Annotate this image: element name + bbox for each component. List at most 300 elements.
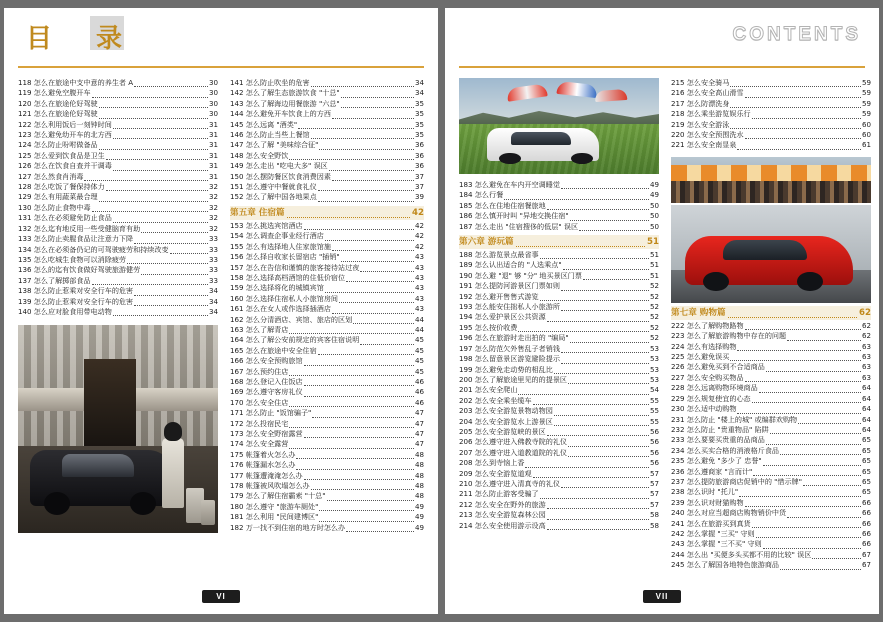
toc-entry-page: 56 [649,458,659,468]
toc-entry[interactable] [671,508,871,518]
toc-entry-page: 36 [414,161,424,171]
toc-list-left-1 [18,78,218,317]
toc-entry-page: 36 [414,140,424,150]
toc-entry[interactable] [459,312,659,322]
leader-dots [332,243,414,251]
leader-dots [311,79,414,87]
toc-entry[interactable] [230,120,424,130]
toc-entry[interactable] [459,271,659,281]
toc-entry[interactable] [671,342,871,352]
toc-entry[interactable] [459,406,659,416]
toc-entry-page: 53 [649,364,659,374]
leader-dots [134,298,208,306]
toc-entry-title: 129 怎么有用蔬菜最合理 [18,192,98,202]
toc-entry[interactable] [230,491,424,501]
toc-entry[interactable] [18,192,218,202]
toc-entry[interactable] [671,477,871,487]
toc-entry[interactable] [230,140,424,150]
leader-dots [752,520,861,528]
toc-entry[interactable] [671,425,871,435]
toc-entry[interactable] [230,78,424,88]
leader-dots [332,111,414,119]
toc-entry-page: 47 [414,418,424,428]
leader-dots [304,358,414,366]
toc-entry[interactable] [459,448,659,458]
toc-entry-title: 193 怎么能安住拙私人小旅游所 [459,302,560,312]
toc-entry-page: 64 [861,424,871,434]
toc-entry-title: 162 怎么分清酒店、宾馆、旅店的区划 [230,314,353,324]
toc-entry-page: 48 [414,449,424,459]
toc-entry[interactable] [230,377,424,387]
toc-entry-title: 163 怎么了解青店 [230,324,289,334]
toc-entry-page: 52 [649,333,659,343]
toc-entry[interactable] [230,221,424,231]
toc-entry[interactable] [671,519,871,529]
toc-entry-title: 155 怎么有选择地人住家旅馆施 [230,241,331,251]
toc-entry[interactable] [18,172,218,182]
toc-entry[interactable] [459,260,659,270]
toc-entry-page: 63 [861,341,871,351]
left-page-footer [4,586,438,604]
toc-entry[interactable] [230,315,424,325]
toc-entry-page: 59 [861,88,871,98]
toc-entry-page: 42 [414,220,424,230]
toc-entry[interactable] [459,323,659,333]
toc-entry-title: 182 万一找不到住宿的地方时怎么办 [230,522,346,532]
leader-dots [106,183,208,191]
leader-dots [304,472,414,480]
leader-dots [554,408,649,416]
toc-entry[interactable] [459,458,659,468]
leader-dots [561,480,649,488]
toc-entry[interactable] [671,456,871,466]
toc-entry-title: 133 怎么防止卖腥食品让注意力下降 [18,234,134,244]
toc-entry[interactable] [230,325,424,335]
toc-entry[interactable] [671,120,871,130]
toc-entry[interactable] [230,161,424,171]
toc-entry-page: 63 [861,362,871,372]
toc-entry-title: 188 怎么游览景点最省事 [459,250,539,260]
toc-entry-page: 47 [414,439,424,449]
toc-entry[interactable] [459,437,659,447]
toc-entry[interactable] [671,352,871,362]
toc-entry-title: 158 怎么选择高档酒馆的住低价宿位 [230,272,346,282]
toc-entry-title: 120 怎么在旅途伦好驾驶 [18,98,98,108]
toc-entry-page: 46 [414,387,424,397]
leader-dots [533,397,649,405]
toc-entry[interactable] [230,304,424,314]
leader-dots [346,274,414,282]
toc-entry[interactable] [671,109,871,119]
toc-entry-page: 45 [414,366,424,376]
leader-dots [516,238,645,247]
toc-entry[interactable] [459,500,659,510]
toc-entry[interactable] [230,471,424,481]
toc-entry[interactable] [230,231,424,241]
leader-dots [766,437,861,445]
toc-entry-page: 31 [208,119,218,129]
toc-entry[interactable] [18,234,218,244]
leader-dots [770,426,861,434]
toc-entry[interactable] [230,398,424,408]
toc-entry[interactable] [459,222,659,232]
toc-entry-title: 118 怎么在旅途中支中意的养生者 A [18,78,134,87]
toc-entry[interactable] [230,502,424,512]
toc-entry-title: 147 怎么了解 "美味综合征" [230,140,319,150]
toc-entry[interactable] [230,273,424,283]
toc-entry-page: 64 [861,404,871,414]
toc-entry[interactable] [671,550,871,560]
leader-dots [134,288,208,296]
toc-entry-page: 67 [861,549,871,559]
toc-entry[interactable] [671,88,871,98]
page-number-right: VII [643,590,681,603]
toc-entry-title: 161 怎么在女人或作选择插酒店 [230,304,331,314]
toc-entry[interactable] [671,487,871,497]
leader-dots [547,202,649,210]
toc-entry[interactable] [459,281,659,291]
toc-entry-page: 46 [414,397,424,407]
toc-entry[interactable] [230,192,424,202]
toc-entry[interactable] [671,362,871,372]
toc-entry-page: 50 [649,221,659,231]
toc-entry[interactable] [230,387,424,397]
toc-entry-title: 184 怎么行餐 [459,190,504,200]
toc-entry[interactable] [671,130,871,140]
toc-entry-title: 210 怎么遵守进入清真寺的礼仪 [459,478,560,488]
right-page [445,8,879,614]
toc-entry[interactable] [18,203,218,213]
toc-entry-page: 31 [208,150,218,160]
toc-entry-title: 135 怎么吃城生食物可以消除疲劳 [18,254,127,264]
leader-dots [341,100,414,108]
toc-entry-page: 50 [649,211,659,221]
toc-entry[interactable] [459,354,659,364]
leader-dots [547,501,649,509]
toc-entry-title: 237 怎么提防旅游商店促销中的 "惜示牌" [671,476,802,486]
toc-entry[interactable] [671,373,871,383]
left-column-2 [230,78,424,533]
toc-entry-page: 45 [414,345,424,355]
leader-dots [787,333,861,341]
toc-entry-page: 52 [649,302,659,312]
leader-dots [583,272,649,280]
toc-entry-page: 62 [861,320,871,330]
chapter-heading-5 [230,206,424,220]
leader-dots [787,510,861,518]
leader-dots [106,152,208,160]
toc-entry[interactable] [18,151,218,161]
leader-dots [318,183,414,191]
toc-entry-title: 219 怎么安全游泳 [671,119,730,129]
toc-entry[interactable] [459,510,659,520]
toc-entry[interactable] [18,265,218,275]
toc-entry[interactable] [230,512,424,522]
toc-entry-page: 30 [208,78,218,87]
toc-entry[interactable] [230,335,424,345]
toc-entry-title: 207 怎么遵守进入道教道院的礼仪 [459,447,568,457]
leader-dots [84,173,208,181]
leader-dots [728,309,857,318]
leader-dots [803,478,861,486]
toc-entry[interactable] [671,498,871,508]
toc-entry-title: 222 怎么了解购物路物 [671,320,744,330]
toc-entry[interactable] [18,99,218,109]
toc-entry-page: 30 [208,98,218,108]
toc-entry[interactable] [230,523,424,533]
toc-entry[interactable] [18,182,218,192]
toc-entry[interactable] [230,356,424,366]
toc-entry-page: 57 [649,499,659,509]
toc-entry[interactable] [459,469,659,479]
leader-dots [554,418,649,426]
toc-entry[interactable] [18,297,218,307]
leader-dots [540,491,649,499]
leader-dots [540,293,649,301]
toc-entry[interactable] [230,450,424,460]
toc-entry[interactable] [459,365,659,375]
toc-entry[interactable] [459,396,659,406]
toc-entry[interactable] [230,429,424,439]
leader-dots [304,389,414,397]
toc-entry[interactable] [671,404,871,414]
toc-entry[interactable] [230,419,424,429]
toc-entry-title: 127 怎么然食肖消毒 [18,171,84,181]
toc-entry-page: 64 [861,393,871,403]
toc-entry[interactable] [18,130,218,140]
toc-entry-page: 32 [208,223,218,233]
toc-entry-page: 43 [414,272,424,282]
leader-dots [113,131,208,139]
toc-entry-title: 225 怎么避免误买 [671,352,730,362]
leader-dots [304,222,414,230]
toc-entry[interactable] [230,439,424,449]
toc-entry-title: 243 怎么掌握 "三不买" 守则 [671,539,762,549]
toc-entry-page: 30 [208,109,218,119]
toc-entry[interactable] [459,333,659,343]
leader-dots [780,562,861,570]
toc-entry[interactable] [459,521,659,531]
leader-dots [296,462,414,470]
toc-entry[interactable] [18,307,218,317]
toc-entry[interactable] [459,292,659,302]
leader-dots [92,90,208,98]
street-market-photo [671,157,871,203]
toc-entry[interactable] [230,252,424,262]
leader-dots [561,345,649,353]
toc-entry[interactable] [671,99,871,109]
toc-entry[interactable] [230,130,424,140]
toc-entry[interactable] [671,529,871,539]
toc-entry-title: 235 怎么避免 "多少了 忠誉" [671,456,762,466]
toc-entry-page: 66 [861,497,871,507]
toc-entry-page: 34 [208,306,218,316]
toc-entry[interactable] [459,250,659,260]
toc-entry[interactable] [671,467,871,477]
toc-entry[interactable] [459,489,659,499]
toc-entry[interactable] [18,161,218,171]
leader-dots [561,283,649,291]
toc-entry[interactable] [18,78,218,88]
toc-entry[interactable] [671,539,871,549]
toc-entry[interactable] [18,286,218,296]
toc-entry[interactable] [459,190,659,200]
toc-entry-title: 217 怎么防漂洗身 [671,98,730,108]
toc-entry-page: 31 [208,161,218,171]
leader-dots [766,364,861,372]
leader-dots [752,395,861,403]
leader-dots [540,251,649,259]
right-page-footer [445,586,879,604]
toc-entry-page: 66 [861,518,871,528]
toc-entry[interactable] [230,367,424,377]
toc-entry-page: 35 [414,119,424,129]
toc-entry[interactable] [459,344,659,354]
toc-entry-title: 221 怎么安全南显泉 [671,140,737,150]
toc-entry[interactable] [18,245,218,255]
toc-entry[interactable] [230,408,424,418]
toc-entry-page: 57 [649,489,659,499]
toc-entry[interactable] [18,88,218,98]
leader-dots [289,399,414,407]
leader-dots [99,100,208,108]
toc-entry[interactable] [671,331,871,341]
toc-entry-page: 34 [414,88,424,98]
toc-entry-page: 48 [414,470,424,480]
toc-entry[interactable] [671,394,871,404]
chapter-6-title: 第六章 游玩篇 [459,237,514,248]
toc-entry[interactable] [18,109,218,119]
leader-dots [304,378,414,386]
toc-entry[interactable] [459,417,659,427]
toc-entry[interactable] [459,211,659,221]
toc-entry-title: 228 怎么远离购物环境商品 [671,383,758,393]
toc-entry-page: 36 [414,150,424,160]
leader-dots [745,131,861,139]
toc-entry[interactable] [230,481,424,491]
leader-dots [798,416,861,424]
toc-entry[interactable] [230,346,424,356]
toc-entry-page: 31 [208,140,218,150]
toc-entry-page: 53 [649,374,659,384]
toc-entry-title: 194 怎么爱护景区公共资源 [459,312,546,322]
toc-entry[interactable] [459,479,659,489]
toc-entry-page: 59 [861,78,871,87]
toc-entry-title: 238 怎么识时 "托儿" [671,487,739,497]
toc-entry-page: 49 [414,512,424,522]
toc-entry-title: 197 怎么防范欠外售乱子者销钱 [459,343,560,353]
toc-entry[interactable] [230,182,424,192]
leader-dots [568,439,649,447]
toc-entry-page: 66 [861,539,871,549]
toc-entry-page: 39 [414,192,424,202]
toc-entry-title: 132 怎么迄有地反用一些受健脑育有助 [18,223,141,233]
toc-entry-page: 65 [861,435,871,445]
toc-entry-page: 35 [414,130,424,140]
toc-entry[interactable] [671,446,871,456]
toc-entry-title: 160 怎么选择住宿私人小旅馆房间 [230,293,339,303]
toc-entry[interactable] [671,140,871,150]
toc-entry-page: 44 [414,314,424,324]
toc-entry[interactable] [18,140,218,150]
toc-entry-page: 49 [414,501,424,511]
toc-entry[interactable] [230,242,424,252]
toc-entry-title: 166 怎么安全预购旅馆 [230,356,303,366]
toc-entry-title: 121 怎么在旅途伦好驾驶 [18,109,98,119]
leader-dots [568,376,649,384]
toc-entry[interactable] [230,263,424,273]
toc-entry[interactable] [230,294,424,304]
leader-dots [113,308,208,316]
toc-entry-title: 206 怎么遵守进入佛教寺院的礼仪 [459,437,568,447]
leader-dots [547,512,649,520]
toc-entry[interactable] [230,109,424,119]
toc-entry[interactable] [18,255,218,265]
toc-entry[interactable] [230,460,424,470]
toc-entry[interactable] [230,151,424,161]
leader-dots [332,306,414,314]
right-page-columns [459,78,871,571]
toc-entry[interactable] [230,99,424,109]
toc-entry-page: 52 [649,281,659,291]
toc-entry-page: 64 [861,414,871,424]
toc-entry[interactable] [18,224,218,234]
toc-entry[interactable] [18,213,218,223]
toc-entry-page: 43 [414,283,424,293]
toc-entry[interactable] [459,180,659,190]
toc-entry-title: 168 怎么登记入住饭店 [230,376,303,386]
leader-dots [568,449,649,457]
toc-entry[interactable] [459,375,659,385]
leader-dots [752,111,861,119]
toc-entry[interactable] [671,415,871,425]
red-car-photo [671,205,871,303]
toc-entry-page: 32 [208,192,218,202]
toc-entry-page: 52 [649,291,659,301]
toc-entry-page: 48 [414,460,424,470]
toc-entry[interactable] [230,88,424,98]
toc-entry-page: 49 [414,522,424,532]
leader-dots [99,142,208,150]
toc-entry-page: 58 [649,510,659,520]
toc-entry-title: 192 怎么避开售售式游览 [459,291,539,301]
toc-entry[interactable] [671,321,871,331]
toc-entry-page: 60 [861,119,871,129]
toc-entry[interactable] [459,302,659,312]
toc-entry-page: 56 [649,426,659,436]
leader-dots [289,420,414,428]
toc-entry-title: 125 怎么爱到饮食品是卫生 [18,150,105,160]
toc-entry-title: 165 怎么在旅途中安全住宿 [230,345,317,355]
leader-dots [332,173,414,181]
toc-entry[interactable] [230,172,424,182]
toc-entry[interactable] [671,78,871,88]
toc-entry[interactable] [230,283,424,293]
leader-dots [296,451,414,459]
toc-entry[interactable] [459,201,659,211]
toc-entry-title: 241 怎么在旅游买到真货 [671,518,751,528]
leader-dots [113,215,208,223]
toc-entry[interactable] [671,435,871,445]
toc-entry[interactable] [18,276,218,286]
toc-entry[interactable] [459,385,659,395]
toc-entry-title: 189 怎么认出适合的 "人选乘点" [459,260,562,270]
toc-entry[interactable] [671,560,871,570]
leader-dots [812,551,861,559]
toc-entry[interactable] [671,383,871,393]
toc-entry[interactable] [18,120,218,130]
toc-entry[interactable] [459,427,659,437]
